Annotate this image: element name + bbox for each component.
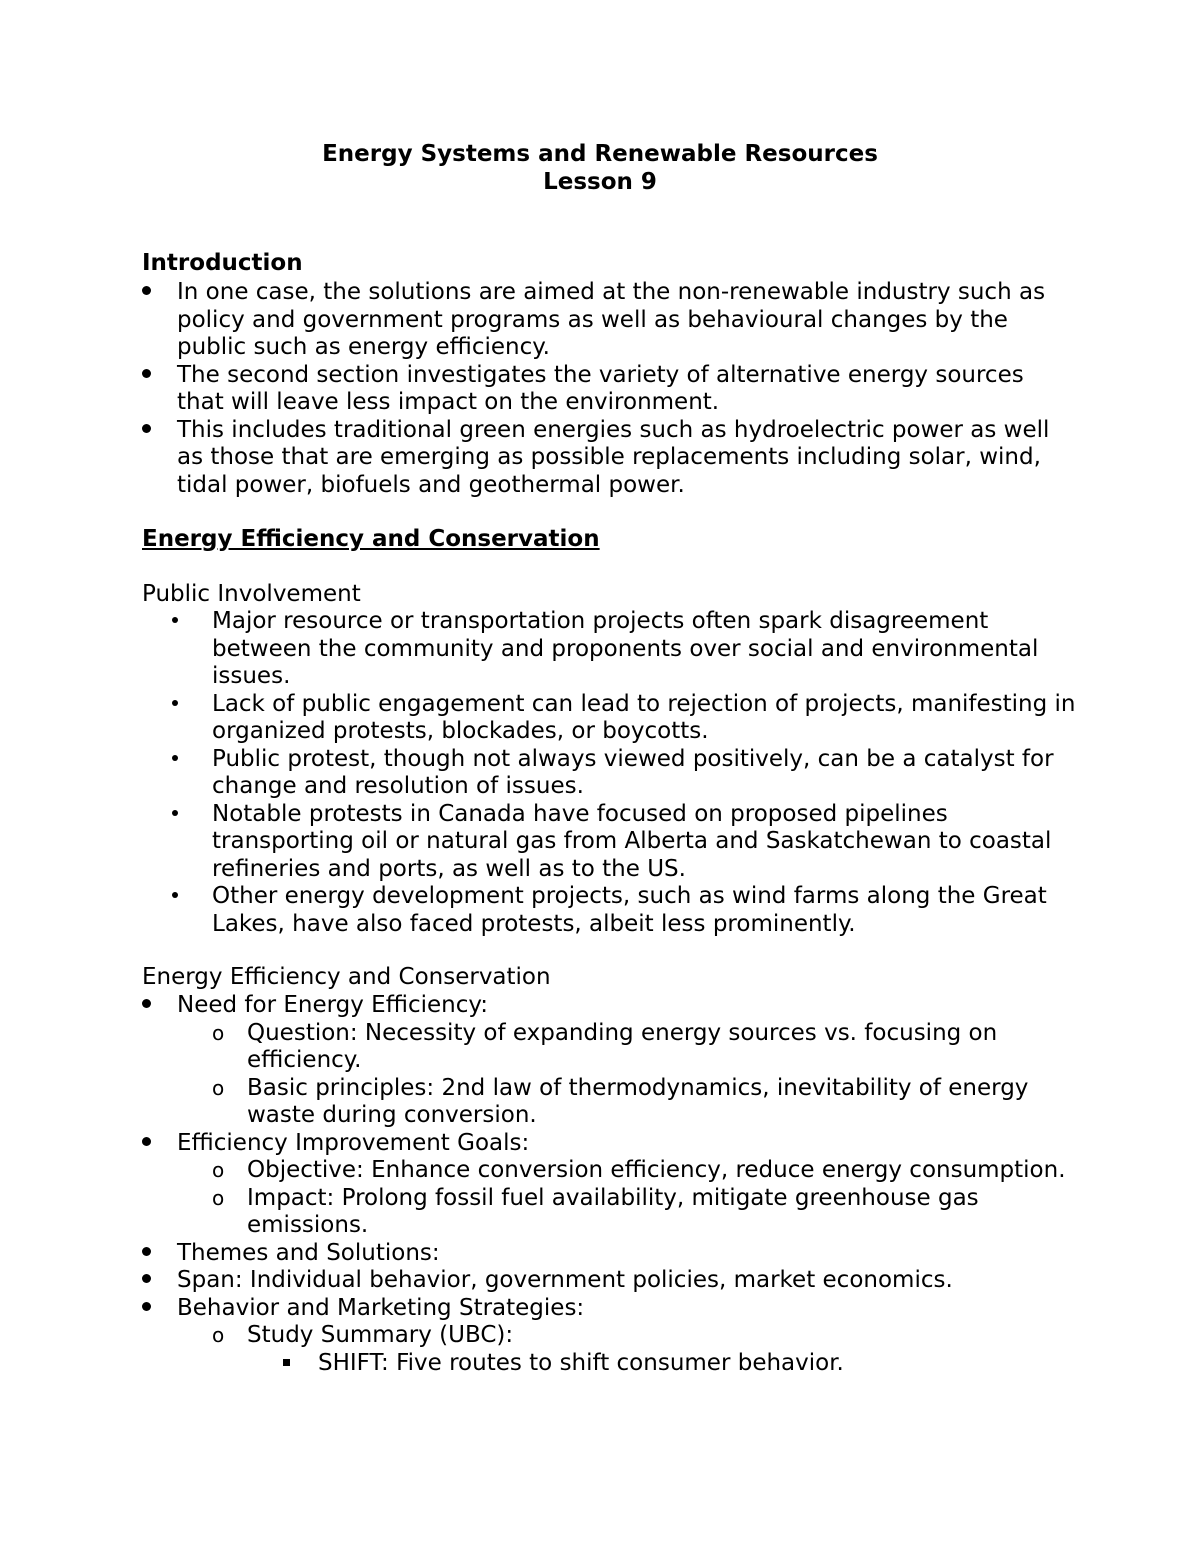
- list-item: Need for Energy Efficiency:: [0, 992, 1077, 1020]
- list-item: In one case, the solutions are aimed at the non-renewable industry such as policy and government programs as well as behavioural changes by the public such as energy efficiency.: [0, 279, 1077, 362]
- public-involvement-list: [0, 608, 1200, 938]
- bullet-icon: [142, 417, 151, 445]
- bullet-icon: [142, 1130, 151, 1158]
- circle-bullet-icon: o: [212, 1158, 225, 1182]
- bullet-icon: [172, 746, 178, 774]
- list-item: o Basic principles: 2nd law of thermodynamics, inevitability of energy waste during conversion.: [212, 1074, 1029, 1128]
- bullet-icon: [142, 1295, 151, 1323]
- list-item: This includes traditional green energies such as hydroelectric power as well as those that are emerging as possible replacements including solar, wind, tidal power, biofuels and geothermal power.: [0, 417, 1077, 500]
- bullet-icon: [142, 1240, 151, 1268]
- list-item: SHIFT: Five routes to shift consumer behavior.: [0, 1350, 1078, 1378]
- list-item: o Objective: Enhance conversion efficiency, reduce energy consumption.: [212, 1157, 1066, 1183]
- circle-bullet-icon: o: [212, 1185, 225, 1210]
- list-item: o Impact: Prolong fossil fuel availability, mitigate greenhouse gas emissions.: [212, 1184, 979, 1238]
- list-item: o Study Summary (UBC):: [212, 1322, 514, 1348]
- circle-bullet-icon: o: [212, 1020, 225, 1045]
- list-item: Major resource or transportation projects often spark disagreement between the community and proponents over social and environmental issues.: [0, 608, 1082, 691]
- bullet-icon: [172, 608, 178, 636]
- list-item: Notable protests in Canada have focused on proposed pipelines transporting oil or natural gas from Alberta and Saskatchewan to coastal refineries and ports, as well as to the US.: [0, 801, 1082, 884]
- circle-bullet-icon: o: [212, 1323, 225, 1347]
- list-item: Span: Individual behavior, government policies, market economics.: [0, 1267, 1077, 1295]
- document-title: Energy Systems and Renewable Resources: [322, 141, 878, 167]
- list-item: Other energy development projects, such as wind farms along the Great Lakes, have also faced protests, albeit less prominently.: [0, 883, 1082, 938]
- introduction-heading: Introduction: [142, 250, 303, 276]
- bullet-icon: [142, 992, 151, 1020]
- bullet-icon: [142, 279, 151, 307]
- square-bullet-icon: [283, 1350, 290, 1378]
- list-item: Themes and Solutions:: [0, 1240, 1077, 1268]
- bullet-icon: [172, 883, 178, 911]
- bullet-icon: [142, 362, 151, 390]
- bullet-icon: [172, 691, 178, 719]
- conservation-list: [0, 992, 1200, 1377]
- document-subtitle: Lesson 9: [543, 169, 657, 195]
- efficiency-section-heading: Energy Efficiency and Conservation: [142, 526, 600, 552]
- circle-bullet-icon: o: [212, 1075, 225, 1100]
- list-item: The second section investigates the variety of alternative energy sources that will leave less impact on the environment.: [0, 362, 1077, 417]
- bullet-icon: [172, 801, 178, 829]
- introduction-list: [0, 279, 1200, 499]
- title-block: [0, 141, 1200, 197]
- list-item: Efficiency Improvement Goals:: [0, 1130, 1077, 1158]
- list-item: o Question: Necessity of expanding energy sources vs. focusing on efficiency.: [212, 1019, 998, 1073]
- list-item: Behavior and Marketing Strategies:: [0, 1295, 1077, 1323]
- public-involvement-label: Public Involvement: [142, 581, 361, 607]
- list-item: Public protest, though not always viewed positively, can be a catalyst for change and resolution of issues.: [0, 746, 1082, 801]
- bullet-icon: [142, 1267, 151, 1295]
- list-item: Lack of public engagement can lead to rejection of projects, manifesting in organized protests, blockades, or boycotts.: [0, 691, 1082, 746]
- conservation-label: Energy Efficiency and Conservation: [142, 964, 551, 990]
